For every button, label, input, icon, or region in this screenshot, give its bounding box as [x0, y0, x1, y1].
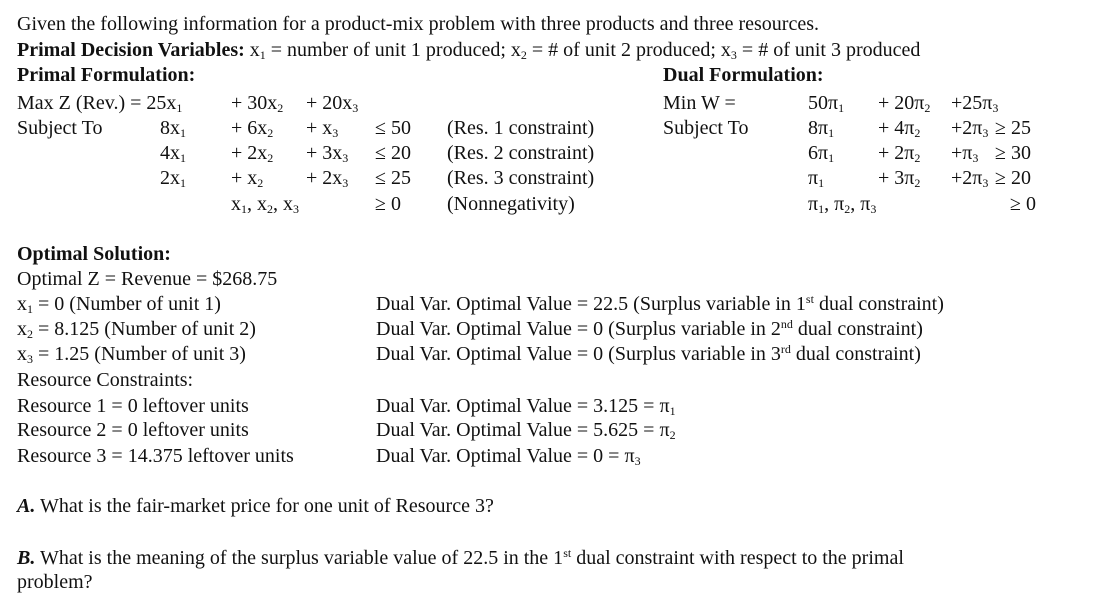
dual-r3-c3: $+2\pi_3$ [951, 167, 989, 190]
dual-value-2: Dual Var. Optimal Value = $5.625 = \pi_2$ [376, 419, 676, 442]
dual-r1-c3: $+2\pi_3$ [951, 117, 989, 140]
primal-r3-c2: + $x_2$ [231, 167, 264, 190]
primal-r3-rhs: ≤ 25 [375, 167, 411, 189]
dual-heading: Dual Formulation: [663, 64, 824, 86]
primal-nonneg-rhs: ≥ 0 [375, 193, 401, 215]
dual-value-1: Dual Var. Optimal Value = $3.125 = \pi_1$ [376, 395, 676, 418]
dual-r3-c1: $\pi_1$ [808, 167, 825, 190]
primal-r3-note: (Res. 3 constraint) [447, 167, 595, 189]
primal-r1-c3: + $x_3$ [306, 117, 339, 140]
surplus-2: Dual Var. Optimal Value = 0 (Surplus variable in 2nd dual constraint) [376, 317, 923, 340]
optimal-z: Optimal Z = Revenue = $268.75 [17, 268, 278, 290]
intro-text: Given the following information for a product-mix problem with three products and three resources. [17, 13, 819, 35]
primal-r1-c2: + $6x_2$ [231, 117, 274, 140]
solution-x3: $x_3 = 1.25$ (Number of unit 3) [17, 343, 246, 366]
dual-r3-c2: + $3\pi_2$ [878, 167, 921, 190]
primal-subject-to: Subject To [17, 117, 103, 139]
solution-x2: $x_2 = 8.125$ (Number of unit 2) [17, 318, 256, 341]
primal-nonneg-note: (Nonnegativity) [447, 193, 575, 215]
primal-r1-note: (Res. 1 constraint) [447, 117, 595, 139]
question-a-label: A. [17, 495, 36, 517]
dual-r1-rhs: ≥ 25 [995, 117, 1031, 139]
resource-2: Resource 2 = 0 leftover units [17, 419, 249, 441]
primal-decision-variables: Primal Decision Variables: $x_1$ = number of unit 1 produced; $x_2$ = # of unit 2 produced; $x_3$ = # of unit 3 produced [17, 39, 921, 62]
primal-r2-note: (Res. 2 constraint) [447, 142, 595, 164]
resource-1: Resource 1 = 0 leftover units [17, 395, 249, 417]
primal-obj-term3: + $20x_3$ [306, 92, 359, 115]
dual-objective-label: Min W = [663, 92, 736, 114]
dual-nonneg-rhs: ≥ 0 [1010, 193, 1036, 215]
dual-obj-c3: $+25\pi_3$ [951, 92, 999, 115]
primal-r3-c3: + $2x_3$ [306, 167, 349, 190]
primal-vars-label: Primal Decision Variables: [17, 39, 245, 61]
primal-r1-c1: $8x_1$ [160, 117, 186, 140]
dual-r2-c3: $+\pi_3$ [951, 142, 979, 165]
primal-objective: Max Z $(Rev.) = 25x_1$ [17, 92, 183, 115]
dual-r1-c1: $8\pi_1$ [808, 117, 835, 140]
resource-3: Resource 3 = 14.375 leftover units [17, 445, 294, 467]
dual-subject-to: Subject To [663, 117, 749, 139]
solution-x1: $x_1 = 0$ (Number of unit 1) [17, 293, 221, 316]
dual-obj-c1: $50\pi_1$ [808, 92, 845, 115]
primal-r2-c3: + $3x_3$ [306, 142, 349, 165]
dual-nonneg-vars: $\pi_1$, $\pi_2$, $\pi_3$ [808, 193, 877, 216]
primal-r2-c2: + $2x_2$ [231, 142, 274, 165]
dual-obj-c2: + $20\pi_2$ [878, 92, 931, 115]
primal-r1-rhs: ≤ 50 [375, 117, 411, 139]
dual-r2-rhs: ≥ 30 [995, 142, 1031, 164]
question-a-text: What is the fair-market price for one unit of Resource 3? [39, 495, 494, 517]
question-b-label: B. [17, 547, 36, 569]
dual-r1-c2: + $4\pi_2$ [878, 117, 921, 140]
solution-heading: Optimal Solution: [17, 243, 171, 265]
primal-heading: Primal Formulation: [17, 64, 196, 86]
resource-heading: Resource Constraints: [17, 369, 194, 391]
surplus-3: Dual Var. Optimal Value = 0 (Surplus variable in 3rd dual constraint) [376, 342, 921, 365]
dual-r2-c1: $6\pi_1$ [808, 142, 835, 165]
primal-r2-c1: $4x_1$ [160, 142, 186, 165]
primal-r2-rhs: ≤ 20 [375, 142, 411, 164]
question-b: B. What is the meaning of the surplus variable value of 22.5 in the 1st dual constraint with respect to the primal [17, 546, 904, 569]
question-b-line2: problem? [17, 571, 93, 593]
dual-r2-c2: + $2\pi_2$ [878, 142, 921, 165]
primal-obj-term2: + $30x_2$ [231, 92, 284, 115]
dual-r3-rhs: ≥ 20 [995, 167, 1031, 189]
primal-nonneg-vars: $x_1$, $x_2$, $x_3$ [231, 193, 299, 216]
question-a [17, 494, 494, 518]
dual-value-3: Dual Var. Optimal Value = $0 = \pi_3$ [376, 445, 641, 468]
primal-r3-c1: $2x_1$ [160, 167, 186, 190]
surplus-1: Dual Var. Optimal Value = 22.5 (Surplus variable in 1st dual constraint) [376, 292, 944, 315]
